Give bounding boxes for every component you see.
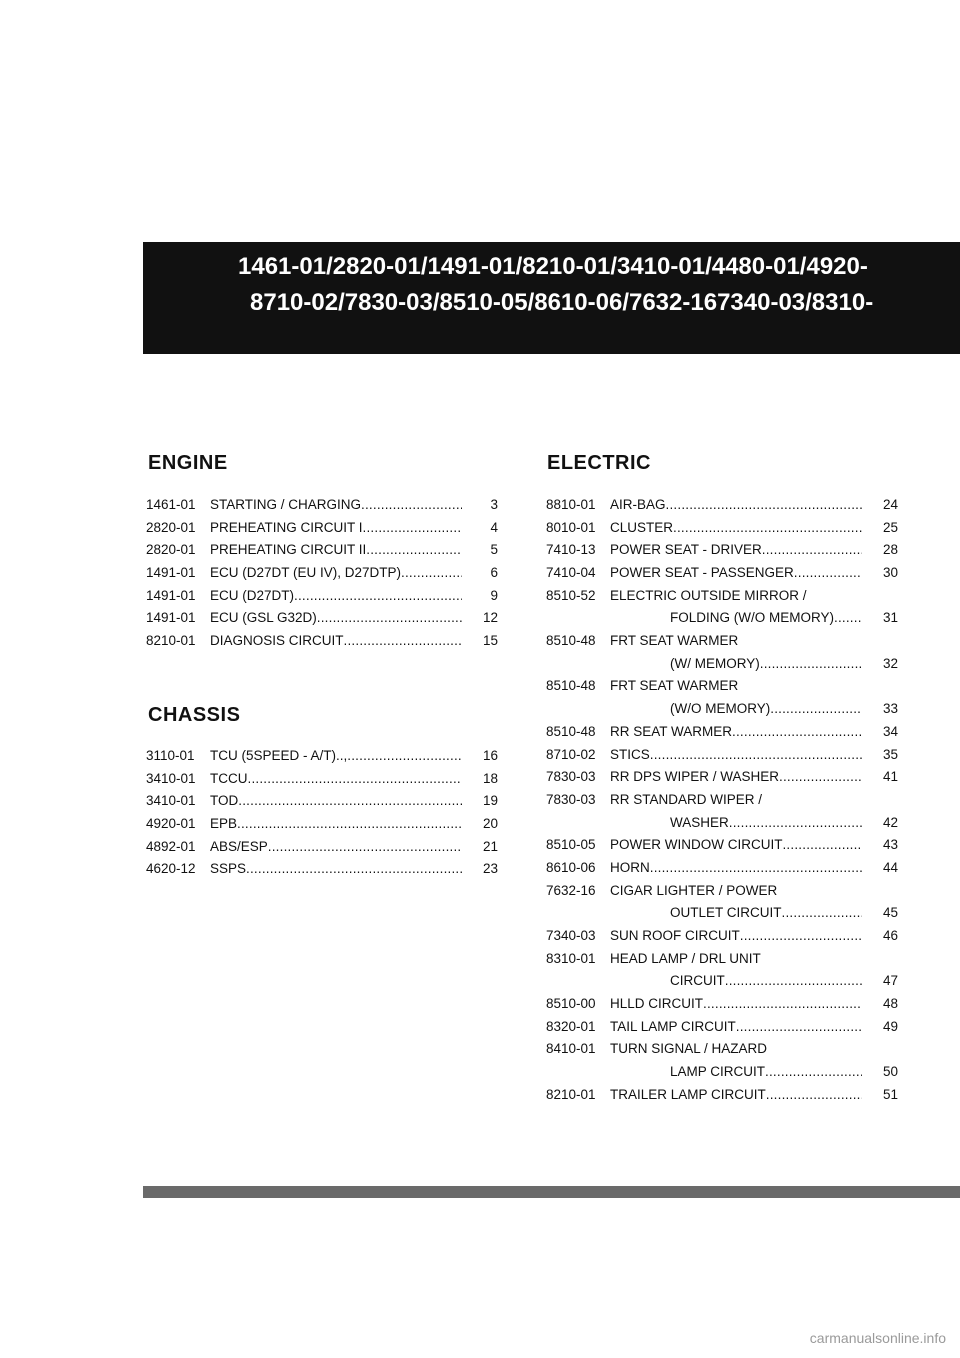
- toc-entry-page: 12: [482, 610, 498, 626]
- toc-entry-title: STICS: [610, 746, 650, 762]
- toc-entry-page: 28: [882, 542, 898, 558]
- toc-leader-dots: [650, 744, 862, 767]
- toc-entry[interactable]: [146, 768, 498, 791]
- toc-entry[interactable]: [546, 925, 898, 948]
- toc-entry-code: 8510-05: [546, 837, 596, 853]
- toc-leader-dots: [729, 812, 862, 835]
- toc-leader-dots: [794, 562, 862, 585]
- toc-entry[interactable]: [546, 880, 898, 925]
- toc-entry-code: 4920-01: [146, 816, 196, 832]
- toc-entry-title: EPB: [210, 816, 238, 832]
- toc-entry-page: 30: [882, 565, 898, 581]
- toc-leader-dots: [366, 539, 462, 562]
- footer-bar: [143, 1186, 960, 1198]
- toc-entry[interactable]: [146, 836, 498, 859]
- toc-entry[interactable]: [146, 790, 498, 813]
- banner-codes-line-2: 8710-02/7830-03/8510-05/8610-06/7632-167340-03/8310-: [250, 289, 874, 316]
- toc-entry-code: 7830-03: [546, 791, 596, 807]
- toc-entry-page: 31: [882, 610, 898, 626]
- toc-entry-code: 8710-02: [546, 746, 596, 762]
- toc-entry-title: (W/ MEMORY): [670, 655, 760, 671]
- toc-entry-code: 7410-04: [546, 565, 596, 581]
- toc-entry-title: FOLDING (W/O MEMORY): [670, 610, 834, 626]
- toc-entry-page: 21: [482, 838, 498, 854]
- toc-entry[interactable]: [146, 517, 498, 540]
- toc-entry-page: 46: [882, 928, 898, 944]
- toc-leader-dots: [268, 836, 462, 859]
- toc-entry-title: CLUSTER: [610, 519, 674, 535]
- toc-entry-title: SSPS: [210, 861, 247, 877]
- toc-entry-code: 8510-48: [546, 723, 596, 739]
- toc-entry-title: PREHEATING CIRCUIT I: [210, 519, 363, 535]
- toc-entry-page: 4: [490, 519, 498, 535]
- toc-entry-title: HEAD LAMP / DRL UNIT: [610, 950, 761, 966]
- toc-leader-dots: [673, 517, 862, 540]
- toc-entry-page: 44: [882, 859, 898, 875]
- toc-entry[interactable]: [546, 766, 898, 789]
- toc-leader-dots: [725, 970, 862, 993]
- toc-leader-dots: [401, 562, 462, 585]
- toc-entry-page: 16: [482, 747, 498, 763]
- toc-leader-dots: [834, 607, 862, 630]
- toc-entry-title: TURN SIGNAL / HAZARD: [610, 1041, 768, 1057]
- toc-entry[interactable]: [546, 993, 898, 1016]
- toc-entry-code: 7340-03: [546, 928, 596, 944]
- toc-entry-page: 3: [490, 496, 498, 512]
- toc-entry-page: 35: [882, 746, 898, 762]
- toc-entry-title: SUN ROOF CIRCUIT: [610, 928, 740, 944]
- chassis-toc-list: [146, 745, 498, 881]
- toc-leader-dots: [782, 834, 862, 857]
- toc-entry[interactable]: [546, 517, 898, 540]
- toc-entry-code: 8210-01: [146, 633, 196, 649]
- toc-entry[interactable]: [146, 858, 498, 881]
- toc-entry-code: 7632-16: [546, 882, 596, 898]
- toc-entry-page: 24: [882, 496, 898, 512]
- chassis-heading: CHASSIS: [148, 704, 241, 726]
- toc-entry-page: 25: [882, 519, 898, 535]
- toc-entry-page: 47: [882, 973, 898, 989]
- toc-entry[interactable]: [546, 834, 898, 857]
- toc-entry-title: ECU (D27DT): [210, 587, 295, 603]
- toc-entry[interactable]: [546, 676, 898, 721]
- toc-entry[interactable]: [146, 607, 498, 630]
- electric-heading: ELECTRIC: [547, 452, 651, 474]
- toc-entry-title: HLLD CIRCUIT: [610, 996, 704, 1012]
- toc-entry-code: 8310-01: [546, 950, 596, 966]
- toc-entry-page: 48: [882, 996, 898, 1012]
- toc-entry-page: 23: [482, 861, 498, 877]
- toc-leader-dots: [246, 858, 462, 881]
- toc-leader-dots: [779, 766, 862, 789]
- toc-leader-dots: [765, 1061, 862, 1084]
- toc-leader-dots: [740, 925, 862, 948]
- toc-entry-code: 1491-01: [146, 587, 196, 603]
- toc-leader-dots: [238, 790, 462, 813]
- toc-entry[interactable]: [146, 745, 498, 768]
- toc-leader-dots: [703, 993, 862, 1016]
- toc-entry-code: 8510-00: [546, 996, 596, 1012]
- toc-leader-dots: [782, 902, 862, 925]
- toc-entry[interactable]: [146, 630, 498, 653]
- toc-entry-code: 1491-01: [146, 565, 196, 581]
- engine-heading: ENGINE: [148, 452, 228, 474]
- toc-leader-dots: [363, 517, 462, 540]
- toc-entry[interactable]: [546, 1039, 898, 1084]
- toc-entry-title: RR SEAT WARMER: [610, 723, 733, 739]
- toc-entry[interactable]: [146, 813, 498, 836]
- toc-entry-code: 7830-03: [546, 769, 596, 785]
- toc-leader-dots: [317, 607, 462, 630]
- toc-entry-title: CIGAR LIGHTER / POWER: [610, 882, 778, 898]
- toc-entry-page: 19: [482, 793, 498, 809]
- toc-entry-code: 3410-01: [146, 793, 196, 809]
- toc-entry-title: RR STANDARD WIPER /: [610, 791, 763, 807]
- toc-leader-dots: [361, 494, 462, 517]
- toc-entry-code: 8320-01: [546, 1018, 596, 1034]
- toc-entry-page: 18: [482, 770, 498, 786]
- toc-entry[interactable]: [546, 562, 898, 585]
- toc-entry-title: AIR-BAG: [610, 496, 666, 512]
- toc-entry-code: 8510-48: [546, 678, 596, 694]
- toc-entry-page: 42: [882, 814, 898, 830]
- toc-entry-title: TOD: [210, 793, 239, 809]
- banner-codes-line-1: 1461-01/2820-01/1491-01/8210-01/3410-01/4480-01/4920-: [238, 253, 868, 280]
- toc-leader-dots: [766, 1084, 862, 1107]
- toc-entry-title: TAIL LAMP CIRCUIT: [610, 1018, 736, 1034]
- toc-entry-page: 51: [882, 1086, 898, 1102]
- toc-leader-dots: [344, 630, 462, 653]
- toc-entry-title: TRAILER LAMP CIRCUIT: [610, 1086, 766, 1102]
- toc-entry-title: LAMP CIRCUIT: [670, 1064, 766, 1080]
- toc-entry-title: POWER SEAT - PASSENGER: [610, 565, 794, 581]
- toc-entry-page: 20: [482, 816, 498, 832]
- toc-entry-code: 8610-06: [546, 859, 596, 875]
- toc-entry[interactable]: [546, 539, 898, 562]
- toc-entry-title: (W/O MEMORY): [670, 701, 771, 717]
- toc-entry[interactable]: [546, 857, 898, 880]
- toc-entry-code: 1461-01: [146, 496, 196, 512]
- toc-entry-page: 45: [882, 905, 898, 921]
- toc-entry-code: 8210-01: [546, 1086, 596, 1102]
- toc-entry-code: 8010-01: [546, 519, 596, 535]
- toc-leader-dots: [736, 1016, 862, 1039]
- toc-entry-title: ELECTRIC OUTSIDE MIRROR /: [610, 587, 807, 603]
- toc-entry-title: POWER WINDOW CIRCUIT: [610, 837, 783, 853]
- toc-entry[interactable]: [546, 744, 898, 767]
- toc-entry[interactable]: [546, 948, 898, 993]
- toc-entry-title: PREHEATING CIRCUIT II: [210, 542, 367, 558]
- toc-entry-page: 15: [482, 633, 498, 649]
- toc-entry[interactable]: [546, 1016, 898, 1039]
- toc-entry-page: 5: [490, 542, 498, 558]
- toc-entry-page: 6: [490, 565, 498, 581]
- toc-entry[interactable]: [146, 539, 498, 562]
- toc-entry[interactable]: [546, 789, 898, 834]
- toc-entry[interactable]: [146, 585, 498, 608]
- toc-entry[interactable]: [546, 721, 898, 744]
- toc-entry-page: 49: [882, 1018, 898, 1034]
- toc-leader-dots: [650, 857, 862, 880]
- toc-entry-title: ECU (D27DT (EU IV), D27DTP): [210, 565, 402, 581]
- toc-entry-title: TCU (5SPEED - A/T)..,: [210, 747, 348, 763]
- toc-entry-title: DIAGNOSIS CIRCUIT: [210, 633, 344, 649]
- toc-leader-dots: [770, 698, 862, 721]
- toc-entry-title: FRT SEAT WARMER: [610, 678, 739, 694]
- toc-entry-page: 34: [882, 723, 898, 739]
- toc-entry[interactable]: [146, 562, 498, 585]
- toc-entry-page: 50: [882, 1064, 898, 1080]
- toc-entry-code: 8410-01: [546, 1041, 596, 1057]
- toc-entry-code: 8510-52: [546, 587, 596, 603]
- toc-leader-dots: [294, 585, 462, 608]
- toc-leader-dots: [732, 721, 862, 744]
- toc-entry-title: TCCU: [210, 770, 248, 786]
- toc-leader-dots: [248, 768, 463, 791]
- toc-entry-code: 4892-01: [146, 838, 196, 854]
- toc-entry-page: 43: [882, 837, 898, 853]
- toc-entry-title: FRT SEAT WARMER: [610, 633, 739, 649]
- toc-entry-code: 3410-01: [146, 770, 196, 786]
- toc-entry-code: 4620-12: [146, 861, 196, 877]
- toc-entry-title: HORN: [610, 859, 650, 875]
- engine-toc-list: [146, 494, 498, 653]
- section-banner: [143, 242, 960, 354]
- toc-entry-code: 3110-01: [146, 747, 195, 763]
- toc-entry-title: RR DPS WIPER / WASHER: [610, 769, 780, 785]
- toc-entry-page: 9: [490, 587, 498, 603]
- toc-entry-title: STARTING / CHARGING: [210, 496, 362, 512]
- toc-leader-dots: [760, 653, 862, 676]
- toc-entry-title: ABS/ESP: [210, 838, 268, 854]
- toc-entry-title: OUTLET CIRCUIT: [670, 905, 782, 921]
- toc-leader-dots: [666, 494, 862, 517]
- toc-entry[interactable]: [546, 585, 898, 630]
- toc-entry-page: 41: [882, 769, 898, 785]
- toc-entry-title: ECU (GSL G32D): [210, 610, 317, 626]
- toc-entry-code: 2820-01: [146, 542, 196, 558]
- toc-entry-title: WASHER: [670, 814, 729, 830]
- toc-entry-title: POWER SEAT - DRIVER: [610, 542, 762, 558]
- toc-entry-code: 8510-48: [546, 633, 596, 649]
- toc-entry-code: 8810-01: [546, 496, 596, 512]
- watermark: carmanualsonline.info: [809, 1330, 946, 1346]
- toc-leader-dots: [347, 745, 462, 768]
- toc-entry-code: 1491-01: [146, 610, 196, 626]
- toc-entry-code: 7410-13: [546, 542, 596, 558]
- toc-entry-page: 32: [882, 655, 898, 671]
- toc-entry[interactable]: [546, 630, 898, 675]
- toc-entry-title: CIRCUIT: [670, 973, 725, 989]
- toc-entry[interactable]: [546, 494, 898, 517]
- toc-entry[interactable]: [546, 1084, 898, 1107]
- toc-leader-dots: [237, 813, 462, 836]
- toc-entry-page: 33: [882, 701, 898, 717]
- toc-leader-dots: [762, 539, 862, 562]
- toc-entry[interactable]: [146, 494, 498, 517]
- toc-entry-code: 2820-01: [146, 519, 196, 535]
- electric-toc-list: [546, 494, 898, 1107]
